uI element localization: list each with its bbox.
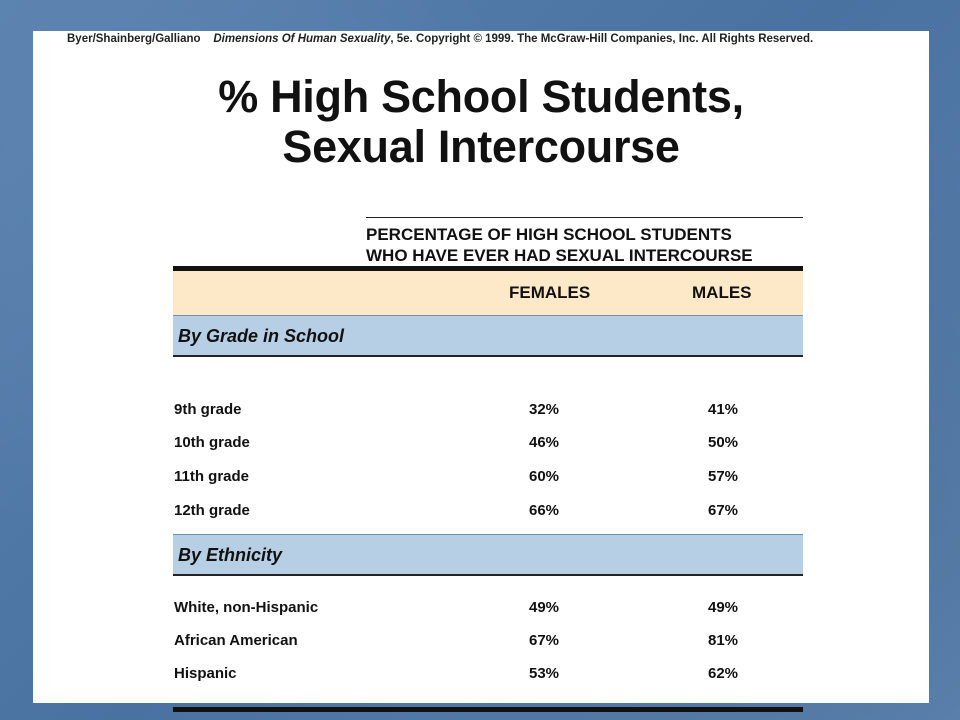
males-value: 62% [708, 665, 739, 682]
males-value: 81% [708, 632, 739, 649]
table-caption-line-2: WHO HAVE EVER HAD SEXUAL INTERCOURSE [366, 246, 753, 265]
table-row [173, 429, 803, 459]
males-value: 57% [708, 468, 739, 485]
table-header-row [173, 271, 803, 315]
section-header-ethnicity [173, 534, 803, 576]
column-header-males: MALES [692, 283, 752, 302]
table-caption-line-1: PERCENTAGE OF HIGH SCHOOL STUDENTS [366, 225, 732, 244]
table-row [173, 497, 803, 527]
caption-rule [366, 217, 803, 218]
table-caption [366, 224, 753, 266]
females-value: 66% [529, 502, 560, 519]
row-label: 9th grade [174, 401, 242, 418]
males-value: 41% [708, 401, 739, 418]
section-label: By Grade in School [178, 326, 345, 346]
table-row [173, 463, 803, 493]
females-value: 32% [529, 401, 560, 418]
slide-title-line-2: Sexual Intercourse [282, 121, 680, 172]
females-value: 46% [529, 434, 560, 451]
row-label: Hispanic [174, 665, 237, 682]
copyright-authors: Byer/Shainberg/Galliano [67, 33, 201, 45]
slide [33, 31, 929, 703]
males-value: 67% [708, 502, 739, 519]
table-row [173, 660, 803, 690]
males-value: 49% [708, 599, 739, 616]
slide-title-line-1: % High School Students, [218, 71, 744, 122]
table-row [173, 627, 803, 657]
table-row [173, 396, 803, 426]
section-label: By Ethnicity [178, 545, 283, 565]
females-value: 67% [529, 632, 560, 649]
females-value: 49% [529, 599, 560, 616]
row-label: 12th grade [174, 502, 250, 519]
table-bottom-rule [173, 707, 803, 712]
copyright-rights: , 5e. Copyright © 1999. The McGraw-Hill Companies, Inc. All Rights Reserved. [390, 33, 814, 45]
females-value: 53% [529, 665, 560, 682]
section-header-grade [173, 315, 803, 357]
table-row [173, 594, 803, 624]
copyright-book-title: Dimensions Of Human Sexuality [213, 33, 391, 45]
row-label: 10th grade [174, 434, 250, 451]
row-label: White, non-Hispanic [174, 599, 319, 616]
males-value: 50% [708, 434, 739, 451]
slide-title [33, 72, 929, 172]
copyright-line [67, 33, 813, 45]
column-header-females: FEMALES [509, 283, 591, 302]
row-label: African American [174, 632, 298, 649]
row-label: 11th grade [174, 468, 250, 485]
females-value: 60% [529, 468, 560, 485]
